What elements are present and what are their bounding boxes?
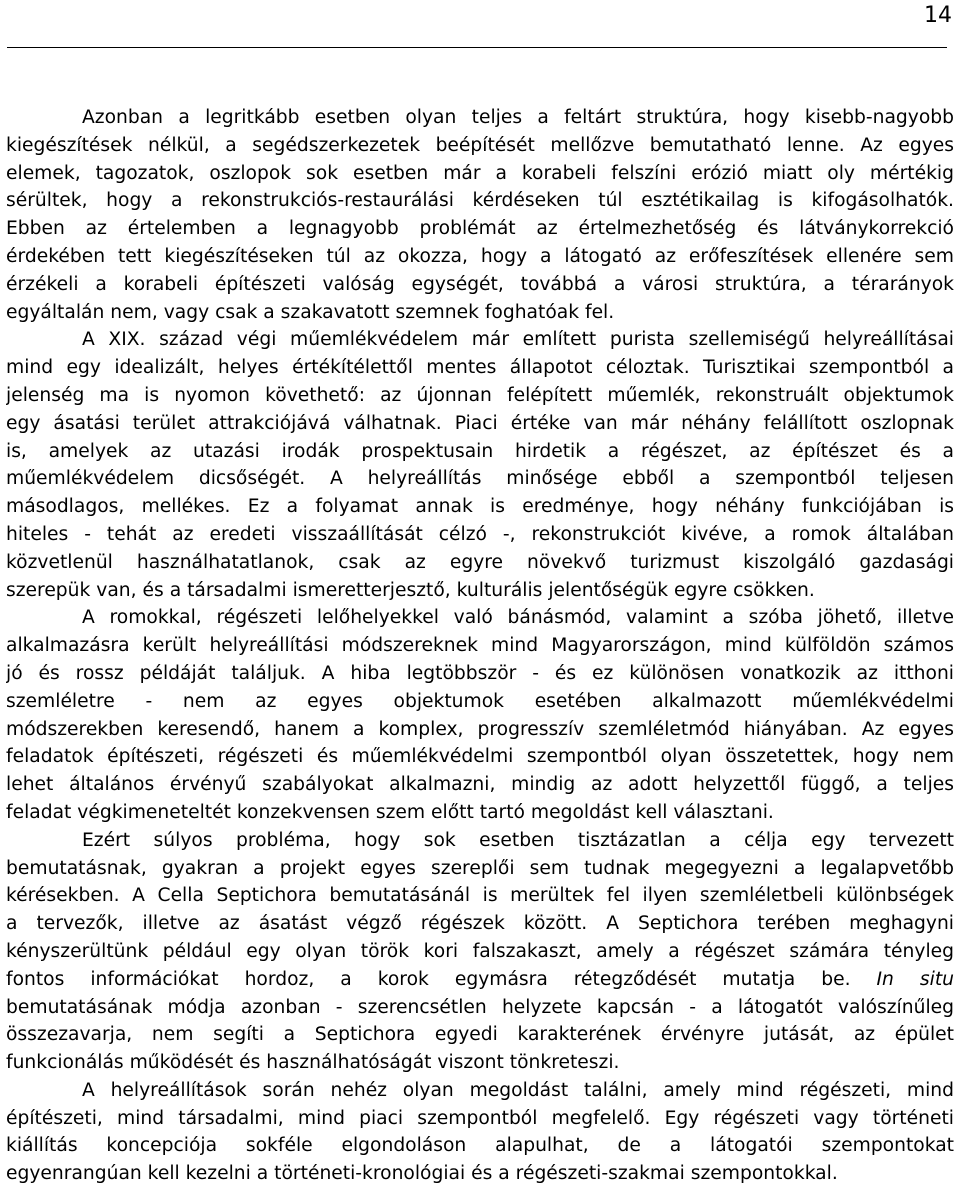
text-line: érdekében tett kiegészítéseken túl az okozza, hogy a látogató az erőfeszítések ellenére sem <box>6 245 954 267</box>
italic-phrase: In situ <box>876 968 954 990</box>
paragraph-5 <box>6 1077 954 1188</box>
text-line: egyenrangúan kell kezelni a történeti-kronológiai és a régészeti-szakmai szempontokkal. <box>6 1163 838 1185</box>
text-line: érzékeli a korabeli építészeti valóság egységét, továbbá a városi struktúra, a térarányok <box>6 273 954 295</box>
text-line: is, amelyek az utazási irodák prospektusain hirdetik a régészet, az építészet és a <box>6 440 954 462</box>
text-line: feladatok építészeti, régészeti és műemlékvédelmi szempontból olyan összetettek, hogy nem <box>6 746 954 768</box>
text-segment: fontos információkat hordoz, a korok egymásra rétegződését mutatja be. <box>6 968 851 990</box>
text-line: egy ásatási terület attrakciójává válhatnak. Piaci értéke van már néhány felállított oszlopnak <box>6 412 954 434</box>
text-line: A XIX. század végi műemlékvédelem már említett purista szellemiségű helyreállításai <box>82 329 954 351</box>
text-line: a tervezők, illetve az ásatást végző régészek között. A Septichora terében meghagyni <box>6 913 954 935</box>
paragraph-3 <box>6 604 954 826</box>
text-line: Ezért súlyos probléma, hogy sok esetben tisztázatlan a célja egy tervezett <box>82 829 954 851</box>
text-line: műemlékvédelem dicsőségét. A helyreállítás minősége ebből a szempontból teljesen <box>6 468 954 490</box>
text-line: bemutatásnak, gyakran a projekt egyes szereplői sem tudnak megegyezni a legalapvetőbb <box>6 857 954 879</box>
text-line: jó és rossz példáját találjuk. A hiba legtöbbször - és ez különösen vonatkozik az itthoni <box>6 662 954 684</box>
text-line: mind egy idealizált, helyes értékítélettől mentes állapotot céloztak. Turisztikai szempontból a <box>6 357 954 379</box>
text-line: feladat végkimeneteltét konzekvensen szem előtt tartó megoldást kell választani. <box>6 801 774 823</box>
text-line: jelenség ma is nyomon követhető: az újonnan felépített műemlék, rekonstruált objektumok <box>6 384 954 406</box>
text-line: összezavarja, nem segíti a Septichora egyedi karakterének érvényre jutását, az épület <box>6 1024 954 1046</box>
text-line: szerepük van, és a társadalmi ismeretterjesztő, kulturális jelentőségük egyre csökken. <box>6 579 815 601</box>
text-line: kérésekben. A Cella Septichora bemutatásánál is merültek fel ilyen szemléletbeli különbségek <box>6 885 954 907</box>
paragraph-1 <box>6 104 954 326</box>
text-line: kiegészítések nélkül, a segédszerkezetek beépítését mellőzve bemutatható lenne. Az egyes <box>6 134 954 156</box>
text-line: másodlagos, mellékes. Ez a folyamat annak is eredménye, hogy néhány funkciójában is <box>6 496 954 518</box>
text-line: kényszerültünk például egy olyan török kori falszakaszt, amely a régészet számára tényleg <box>6 940 954 962</box>
text-line: lehet általános érvényű szabályokat alkalmazni, mindig az adott helyzettől függő, a teljes <box>6 774 954 796</box>
paragraph-2 <box>6 326 954 604</box>
paragraph-4 <box>6 827 954 1077</box>
text-line: elemek, tagozatok, oszlopok sok esetben már a korabeli felszíni erózió miatt oly mértékig <box>6 162 954 184</box>
text-line: egyáltalán nem, vagy csak a szakavatott szemnek foghatóak fel. <box>6 301 615 323</box>
text-line: A helyreállítások során nehéz olyan megoldást találni, amely mind régészeti, mind <box>82 1079 954 1101</box>
text-line: módszerekben keresendő, hanem a komplex, progresszív szemléletmód hiányában. Az egyes <box>6 718 954 740</box>
text-line: szemléletre - nem az egyes objektumok esetében alkalmazott műemlékvédelmi <box>6 690 954 712</box>
header-rule <box>7 47 947 48</box>
text-line: bemutatásának módja azonban - szerencsétlen helyzete kapcsán - a látogatót valószínűleg <box>6 996 954 1018</box>
text-line: kiállítás koncepciója sokféle elgondoláson alapulhat, de a látogatói szempontokat <box>6 1135 954 1157</box>
text-line <box>6 966 954 994</box>
body-text <box>6 104 954 1188</box>
text-line: sérültek, hogy a rekonstrukciós-restaurálási kérdéseken túl esztétikailag is kifogásolhatók. <box>6 190 954 212</box>
text-line: Ebben az értelemben a legnagyobb problémát az értelmezhetőség és látványkorrekció <box>6 218 954 240</box>
text-line: A romokkal, régészeti lelőhelyekkel való bánásmód, valamint a szóba jöhető, illetve <box>82 607 954 629</box>
text-line: funkcionálás működését és használhatóságát viszont tönkreteszi. <box>6 1052 620 1074</box>
text-line: Azonban a legritkább esetben olyan teljes a feltárt struktúra, hogy kisebb-nagyobb <box>82 107 954 128</box>
text-line: hiteles - tehát az eredeti visszaállítását célzó -, rekonstrukciót kivéve, a romok általában <box>6 523 954 545</box>
page-number: 14 <box>924 3 952 28</box>
text-line: alkalmazásra került helyreállítási módszereknek mind Magyarországon, mind külföldön számos <box>6 635 954 657</box>
text-line: közvetlenül használhatatlanok, csak az egyre növekvő turizmust kiszolgáló gazdasági <box>6 551 954 573</box>
text-line: építészeti, mind társadalmi, mind piaci szempontból megfelelő. Egy régészeti vagy történeti <box>6 1107 954 1129</box>
